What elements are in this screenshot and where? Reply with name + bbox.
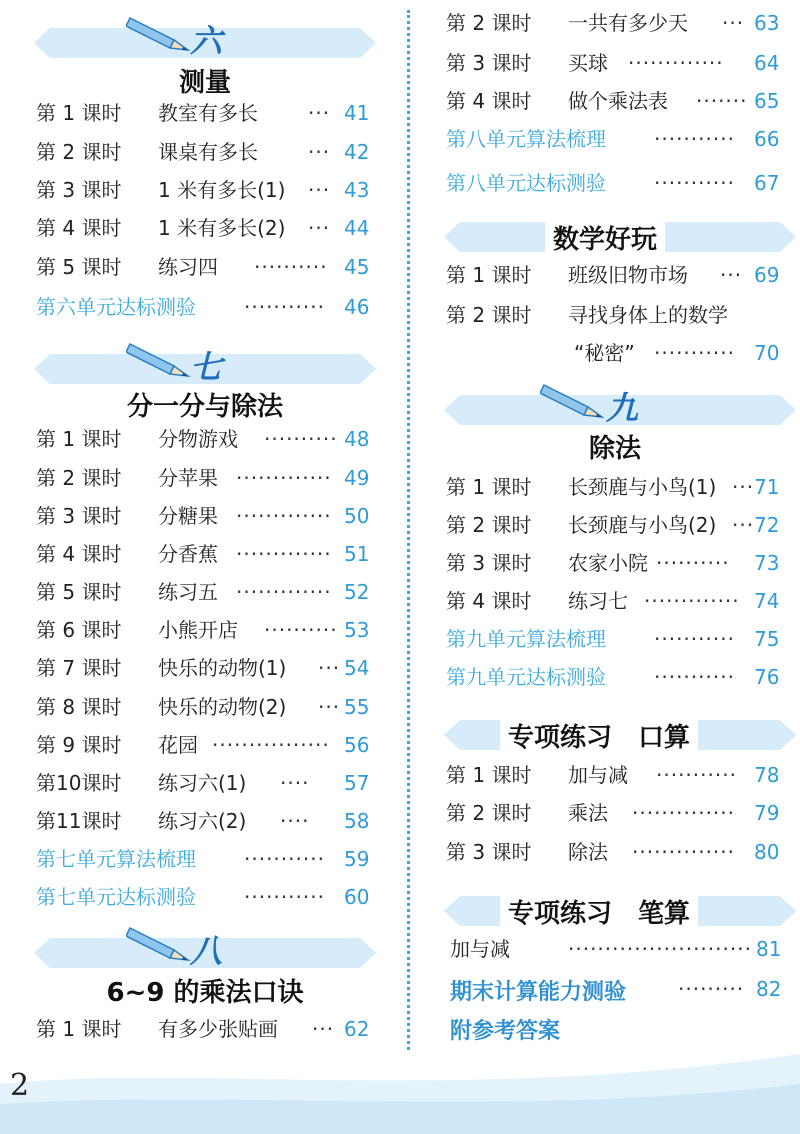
fun-title: 数学好玩 <box>545 219 665 256</box>
lesson-title: 练习五 <box>158 580 218 604</box>
lesson-label: 第 2 课时 <box>446 801 532 825</box>
lesson-title: 练习六(1) <box>158 771 247 795</box>
unit7-char: 七 <box>190 348 223 386</box>
fun-banner <box>460 222 780 255</box>
lesson-label: 第 4 课时 <box>446 589 532 613</box>
lesson-title: 分香蕉 <box>158 542 218 566</box>
leader-dots: ··· <box>732 475 755 499</box>
page-ref: 42 <box>344 140 370 164</box>
lesson-row[interactable] <box>446 546 786 580</box>
answers-title[interactable]: 附参考答案 <box>450 1019 561 1044</box>
page-ref: 59 <box>344 847 370 871</box>
unit6-char: 六 <box>190 22 223 60</box>
leader-dots: ·············· <box>632 801 736 825</box>
unit-test-row[interactable] <box>446 660 786 694</box>
leader-dots: ··········· <box>244 295 325 319</box>
page-ref: 64 <box>754 51 780 75</box>
final-test-title[interactable]: 期末计算能力测验 <box>450 980 627 1005</box>
lesson-label: 第 2 课时 <box>446 11 532 35</box>
leader-dots: ············· <box>236 580 332 604</box>
lesson-title: 做个乘法表 <box>568 89 668 113</box>
page-ref: 63 <box>754 11 780 35</box>
lesson-title: 练习四 <box>158 255 218 279</box>
lesson-title: 第七单元达标测验 <box>36 885 196 909</box>
page-ref: 70 <box>754 341 780 365</box>
lesson-label: 第 4 课时 <box>36 542 122 566</box>
leader-dots: ··· <box>308 178 331 202</box>
page-ref: 79 <box>754 801 780 825</box>
page-ref: 71 <box>754 475 780 499</box>
lesson-row[interactable] <box>36 96 376 130</box>
lesson-label: 第 9 课时 <box>36 733 122 757</box>
lesson-title: 有多少张贴画 <box>158 1017 278 1041</box>
pencil-icon <box>126 920 196 964</box>
lesson-row[interactable] <box>446 758 786 792</box>
lesson-title: 第八单元达标测验 <box>446 171 606 195</box>
lesson-title: 农家小院 <box>568 551 648 575</box>
unit-test-row[interactable] <box>446 166 786 200</box>
unit8-char: 八 <box>190 932 223 970</box>
page-ref: 72 <box>754 513 780 537</box>
lesson-row[interactable] <box>446 6 786 40</box>
page-ref: 67 <box>754 171 780 195</box>
lesson-row[interactable] <box>36 250 376 284</box>
lesson-row[interactable] <box>36 537 376 571</box>
pencil-icon <box>540 377 610 421</box>
lesson-title: 第八单元算法梳理 <box>446 127 606 151</box>
page-ref: 82 <box>756 977 782 1001</box>
leader-dots: ········· <box>678 977 745 1001</box>
lesson-label: 第10课时 <box>36 771 122 795</box>
lesson-title: 课桌有多长 <box>158 140 258 164</box>
lesson-row[interactable] <box>36 422 376 456</box>
lesson-row[interactable] <box>446 298 786 332</box>
lesson-title: 分物游戏 <box>158 427 238 451</box>
page-ref: 81 <box>756 937 782 961</box>
lesson-label: 第 4 课时 <box>446 89 532 113</box>
leader-dots: ··· <box>318 656 341 680</box>
lesson-row[interactable] <box>446 46 786 80</box>
unit8-banner <box>50 932 360 970</box>
leader-dots: ··· <box>318 695 341 719</box>
lesson-row[interactable] <box>36 804 376 838</box>
lesson-label: 第 1 课时 <box>446 263 532 287</box>
lesson-row[interactable] <box>446 470 786 504</box>
lesson-row[interactable] <box>36 211 376 245</box>
page-ref: 69 <box>754 263 780 287</box>
lesson-label: 第 7 课时 <box>36 656 122 680</box>
lesson-label: 第 1 课时 <box>36 101 122 125</box>
lesson-label: 第 2 课时 <box>446 513 532 537</box>
lesson-title: 乘法 <box>568 801 608 825</box>
lesson-label: 第 8 课时 <box>36 695 122 719</box>
leader-dots: ··········· <box>654 627 735 651</box>
page-ref: 44 <box>344 216 370 240</box>
page-ref: 48 <box>344 427 370 451</box>
lesson-title: 花园 <box>158 733 198 757</box>
lesson-title: 练习七 <box>568 589 628 613</box>
leader-dots: ························· <box>568 937 752 961</box>
unit6-title: 测量 <box>178 68 231 98</box>
page-ref: 55 <box>344 695 370 719</box>
lesson-title: 教室有多长 <box>158 101 258 125</box>
lesson-row[interactable] <box>446 84 786 118</box>
leader-dots: ·········· <box>264 427 338 451</box>
unit-test-row[interactable] <box>446 622 786 656</box>
lesson-label: 第 3 课时 <box>36 504 122 528</box>
page-ref: 58 <box>344 809 370 833</box>
leader-dots: ·········· <box>264 618 338 642</box>
leader-dots: ··········· <box>654 665 735 689</box>
unit9-char: 九 <box>606 389 639 427</box>
lesson-title: 1 米有多长(2) <box>158 216 286 240</box>
written-title: 专项练习 笔算 <box>500 893 698 930</box>
unit-test-row[interactable] <box>446 122 786 156</box>
page-ref: 53 <box>344 618 370 642</box>
pencil-icon <box>126 10 196 54</box>
leader-dots: ··········· <box>244 885 325 909</box>
page-ref: 73 <box>754 551 780 575</box>
oral-title: 专项练习 口算 <box>500 717 698 754</box>
page-ref: 60 <box>344 885 370 909</box>
lesson-row[interactable] <box>36 135 376 169</box>
unit7-title: 分一分与除法 <box>126 392 283 422</box>
lesson-row[interactable] <box>446 584 786 618</box>
leader-dots: ············· <box>236 542 332 566</box>
leader-dots: ··········· <box>654 171 735 195</box>
page-ref: 80 <box>754 840 780 864</box>
final-test-row <box>450 972 790 1006</box>
lesson-label: 第 3 课时 <box>446 840 532 864</box>
leader-dots: ···· <box>280 771 310 795</box>
oral-banner <box>460 720 780 753</box>
lesson-row[interactable] <box>446 796 786 830</box>
lesson-label: 第 2 课时 <box>446 303 532 327</box>
leader-dots: ················ <box>212 733 330 757</box>
lesson-title: 长颈鹿与小鸟(2) <box>568 513 717 537</box>
lesson-row[interactable] <box>36 613 376 647</box>
lesson-title: 第九单元达标测验 <box>446 665 606 689</box>
lesson-row[interactable] <box>36 690 376 724</box>
lesson-title: 加与减 <box>450 937 510 961</box>
leader-dots: ··········· <box>654 341 735 365</box>
lesson-label: 第 1 课时 <box>36 427 122 451</box>
leader-dots: ··········· <box>656 763 737 787</box>
leader-dots: ··· <box>312 1017 335 1041</box>
leader-dots: ··········· <box>654 127 735 151</box>
lesson-label: 第 3 课时 <box>446 51 532 75</box>
lesson-title: 加与减 <box>568 763 628 787</box>
lesson-title: 第九单元算法梳理 <box>446 627 606 651</box>
lesson-label: 第 2 课时 <box>36 466 122 490</box>
unit9-title: 除法 <box>588 434 641 464</box>
lesson-row[interactable] <box>446 835 786 869</box>
leader-dots: ··· <box>308 140 331 164</box>
bottom-wave-decoration <box>0 1044 800 1134</box>
lesson-title: 买球 <box>568 51 608 75</box>
lesson-title: 长颈鹿与小鸟(1) <box>568 475 717 499</box>
page-ref: 50 <box>344 504 370 528</box>
page-ref: 49 <box>344 466 370 490</box>
lesson-label: 第 6 课时 <box>36 618 122 642</box>
leader-dots: ··· <box>722 11 745 35</box>
lesson-row[interactable] <box>36 766 376 800</box>
page-ref: 78 <box>754 763 780 787</box>
page-ref: 45 <box>344 255 370 279</box>
page-number: 2 <box>10 1068 30 1103</box>
leader-dots: ············· <box>644 589 740 613</box>
lesson-title: 寻找身体上的数学 <box>568 303 728 327</box>
lesson-label: 第11课时 <box>36 809 122 833</box>
unit9-banner <box>460 389 780 427</box>
leader-dots: ··········· <box>244 847 325 871</box>
page-ref: 41 <box>344 101 370 125</box>
written-row[interactable] <box>450 932 790 966</box>
unit-test-row[interactable] <box>36 880 376 914</box>
lesson-title: 分苹果 <box>158 466 218 490</box>
lesson-row[interactable] <box>36 1012 376 1046</box>
lesson-label: 第 3 课时 <box>36 178 122 202</box>
lesson-row[interactable] <box>446 336 786 370</box>
page-ref: 62 <box>344 1017 370 1041</box>
leader-dots: ·········· <box>254 255 328 279</box>
lesson-title: 小熊开店 <box>158 618 238 642</box>
leader-dots: ·········· <box>656 551 730 575</box>
lesson-label: 第 5 课时 <box>36 580 122 604</box>
unit8-title: 6~9 的乘法口诀 <box>106 978 304 1008</box>
lesson-row[interactable] <box>36 499 376 533</box>
pencil-icon <box>126 336 196 380</box>
lesson-row[interactable] <box>36 461 376 495</box>
lesson-title: 练习六(2) <box>158 809 247 833</box>
page-ref: 57 <box>344 771 370 795</box>
lesson-title: 第六单元达标测验 <box>36 295 196 319</box>
page-ref: 46 <box>344 295 370 319</box>
lesson-label: 第 1 课时 <box>36 1017 122 1041</box>
lesson-row[interactable] <box>36 575 376 609</box>
page-ref: 66 <box>754 127 780 151</box>
written-banner <box>460 896 780 929</box>
page-ref: 65 <box>754 89 780 113</box>
lesson-row[interactable] <box>36 728 376 762</box>
leader-dots: ··· <box>308 101 331 125</box>
page-ref: 52 <box>344 580 370 604</box>
leader-dots: ··· <box>308 216 331 240</box>
lesson-title: 1 米有多长(1) <box>158 178 286 202</box>
unit6-banner <box>50 22 360 60</box>
column-divider <box>407 10 410 1050</box>
leader-dots: ············· <box>628 51 724 75</box>
lesson-title: 除法 <box>568 840 608 864</box>
lesson-row[interactable] <box>446 258 786 292</box>
leader-dots: ·············· <box>632 840 736 864</box>
leader-dots: ··· <box>732 513 755 537</box>
lesson-label: 第 4 课时 <box>36 216 122 240</box>
page-ref: 56 <box>344 733 370 757</box>
leader-dots: ··· <box>720 263 743 287</box>
page-ref: 76 <box>754 665 780 689</box>
lesson-row[interactable] <box>446 508 786 542</box>
lesson-title: 快乐的动物(2) <box>158 695 287 719</box>
leader-dots: ······· <box>696 89 748 113</box>
unit7-banner <box>50 348 360 386</box>
page-ref: 51 <box>344 542 370 566</box>
lesson-row[interactable] <box>36 651 376 685</box>
unit-test-row[interactable] <box>36 842 376 876</box>
unit-test-row[interactable] <box>36 290 376 324</box>
page-ref: 43 <box>344 178 370 202</box>
lesson-label: 第 1 课时 <box>446 475 532 499</box>
lesson-label: 第 5 课时 <box>36 255 122 279</box>
lesson-title: 快乐的动物(1) <box>158 656 287 680</box>
lesson-title: 分糖果 <box>158 504 218 528</box>
lesson-title: 一共有多少天 <box>568 11 688 35</box>
page-ref: 54 <box>344 656 370 680</box>
lesson-title: 班级旧物市场 <box>568 263 688 287</box>
lesson-title: “秘密” <box>574 341 635 365</box>
lesson-label: 第 1 课时 <box>446 763 532 787</box>
lesson-label: 第 3 课时 <box>446 551 532 575</box>
leader-dots: ············· <box>236 504 332 528</box>
page-ref: 74 <box>754 589 780 613</box>
leader-dots: ···· <box>280 809 310 833</box>
page-ref: 75 <box>754 627 780 651</box>
lesson-row[interactable] <box>36 173 376 207</box>
lesson-label: 第 2 课时 <box>36 140 122 164</box>
lesson-title: 第七单元算法梳理 <box>36 847 196 871</box>
leader-dots: ············· <box>236 466 332 490</box>
